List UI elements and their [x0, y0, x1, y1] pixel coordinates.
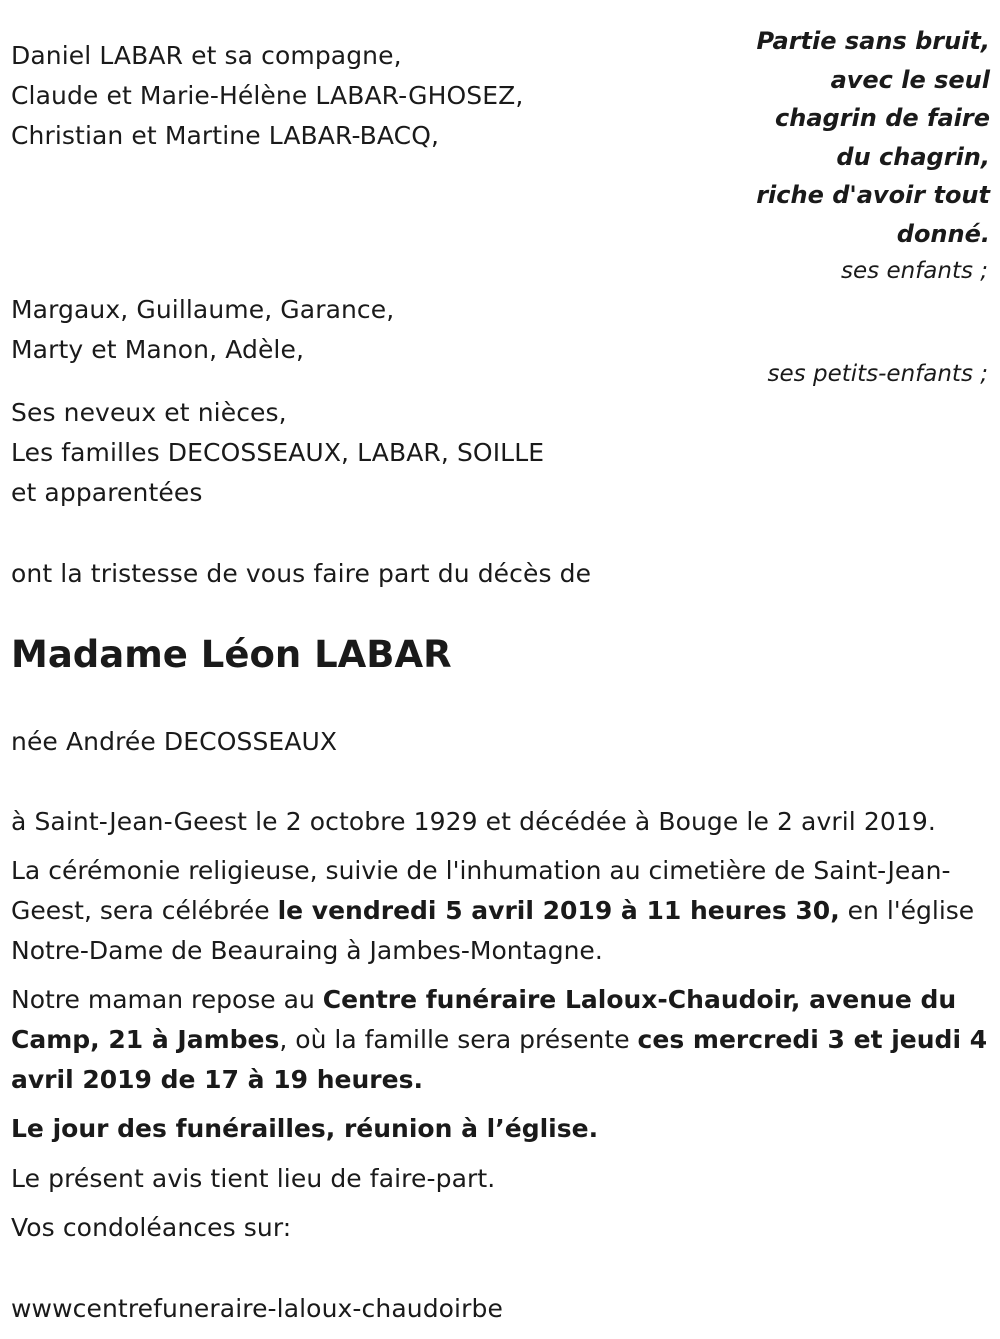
visitation-text: Notre maman repose au: [11, 985, 323, 1014]
ceremony-text: La cérémonie religieuse, suivie de l'inhumation au cimetière de Saint-Jean-Geest, sera célébrée: [11, 856, 951, 925]
family-line: Margaux, Guillaume, Garance,: [11, 295, 395, 324]
visitation-text: , où la famille sera présente: [279, 1025, 638, 1054]
children-names: [11, 36, 523, 156]
condolences-website[interactable]: wwwcentrefuneraire-laloux-chaudoirbe: [11, 1294, 503, 1323]
poem-line: avec le seul: [830, 65, 990, 94]
poem: [756, 22, 990, 253]
family-line: Christian et Martine LABAR-BACQ,: [11, 121, 440, 150]
ceremony-datetime: le vendredi 5 avril 2019 à 11 heures 30,: [277, 896, 840, 925]
poem-line: riche d'avoir tout: [756, 181, 990, 209]
visitation-place: Centre funéraire Laloux-Chaudoir, avenue du Camp, 21 à Jambes: [11, 985, 957, 1054]
funeral-note: Le jour des funérailles, réunion à l’église.: [11, 1114, 599, 1143]
announcement: ont la tristesse de vous faire part du décès de: [11, 559, 592, 588]
life-dates: à Saint-Jean-Geest le 2 octobre 1929 et décédée à Bouge le 2 avril 2019.: [11, 807, 936, 836]
other-relatives: [11, 393, 544, 513]
ceremony-paragraph: [11, 851, 996, 971]
family-line: et apparentées: [11, 478, 203, 507]
family-line: Ses neveux et nièces,: [11, 398, 287, 427]
visitation-times: ces mercredi 3 et jeudi 4 avril 2019 de 17 à 19 heures.: [11, 1025, 988, 1094]
grandchildren-names: [11, 290, 394, 370]
poem-line: du chagrin,: [836, 142, 990, 171]
deceased-name: Madame Léon LABAR: [11, 633, 452, 676]
poem-line: Partie sans bruit,: [756, 27, 990, 55]
condolences-label: Vos condoléances sur:: [11, 1213, 292, 1242]
family-line: Marty et Manon, Adèle,: [11, 335, 304, 364]
poem-line: donné.: [896, 219, 990, 248]
ceremony-location: en l'église Notre-Dame de Beauraing à Jambes-Montagne.: [11, 896, 975, 965]
family-line: Daniel LABAR et sa compagne,: [11, 41, 402, 70]
family-line: Les familles DECOSSEAUX, LABAR, SOILLE: [11, 438, 545, 467]
notice-text: Le présent avis tient lieu de faire-part.: [11, 1164, 496, 1193]
visitation-paragraph: [11, 980, 996, 1100]
birth-name: née Andrée DECOSSEAUX: [11, 727, 338, 756]
poem-line: chagrin de faire: [775, 104, 990, 132]
family-line: Claude et Marie-Hélène LABAR-GHOSEZ,: [11, 81, 524, 110]
relation-children: ses enfants ;: [841, 258, 988, 284]
relation-grandchildren: ses petits-enfants ;: [767, 361, 988, 387]
